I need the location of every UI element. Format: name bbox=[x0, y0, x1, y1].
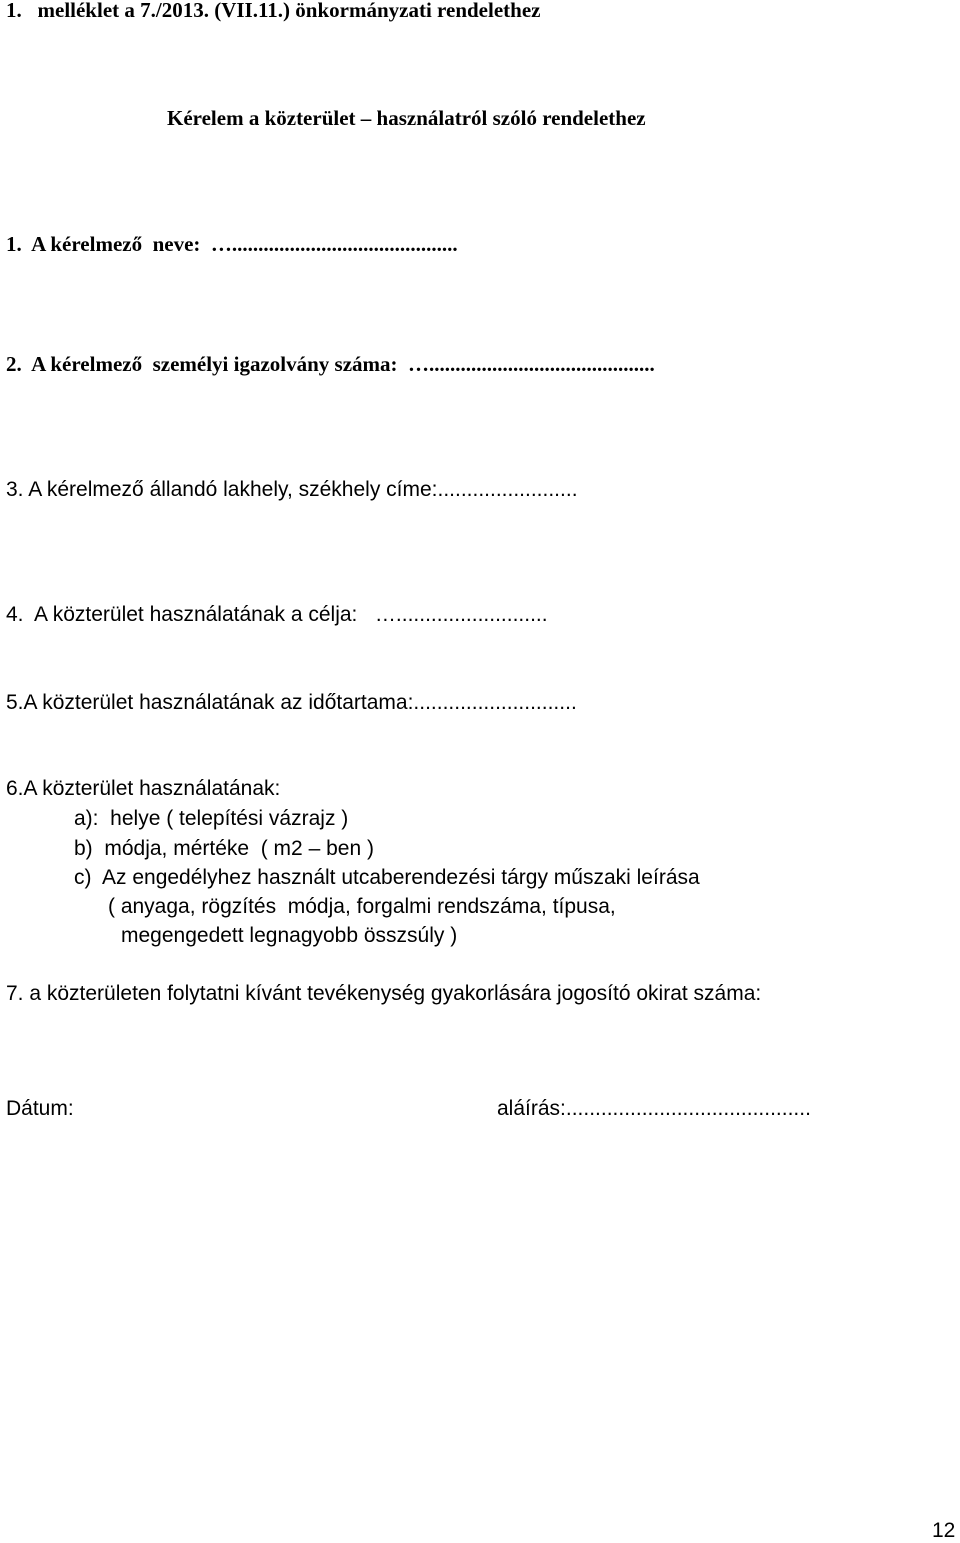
item-applicant-name: 1. A kérelmező neve: …........................................... bbox=[6, 232, 458, 256]
date-label: Dátum: bbox=[6, 1097, 74, 1120]
item-usage-location: a): helye ( telepítési vázrajz ) bbox=[74, 807, 349, 830]
item-usage-details-heading: 6.A közterület használatának: bbox=[6, 777, 281, 800]
signature-label: aláírás:.......................................... bbox=[497, 1097, 811, 1120]
item-usage-purpose: 4. A közterület használatának a célja: ….......................... bbox=[6, 603, 548, 626]
item-usage-method-size: b) módja, mértéke ( m2 – ben ) bbox=[74, 837, 374, 860]
annex-header: 1. melléklet a 7./2013. (VII.11.) önkormányzati rendelethez bbox=[6, 0, 541, 22]
document-title: Kérelem a közterület – használatról szóló rendelethez bbox=[167, 106, 646, 130]
item-permanent-address: 3. A kérelmező állandó lakhely, székhely címe:........................ bbox=[6, 478, 578, 501]
page-number: 12 bbox=[932, 1519, 956, 1542]
item-street-furniture-description-line-3: megengedett legnagyobb összsúly ) bbox=[121, 924, 458, 947]
item-id-card-number: 2. A kérelmező személyi igazolvány száma: …........................................... bbox=[6, 352, 655, 376]
item-permit-document-number: 7. a közterületen folytatni kívánt tevékenység gyakorlására jogosító okirat száma: bbox=[6, 982, 762, 1005]
item-street-furniture-description-line-2: ( anyaga, rögzítés módja, forgalmi rendszáma, típusa, bbox=[108, 895, 616, 918]
item-usage-duration: 5.A közterület használatának az időtartama:............................ bbox=[6, 691, 577, 714]
item-street-furniture-description: c) Az engedélyhez használt utcaberendezési tárgy műszaki leírása bbox=[74, 866, 700, 889]
